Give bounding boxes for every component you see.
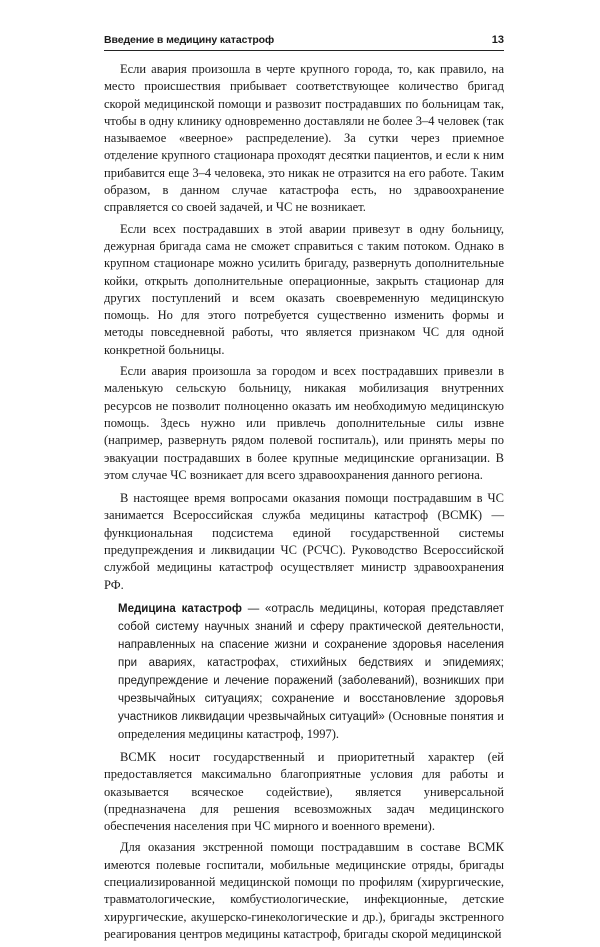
definition-block (104, 600, 504, 743)
running-header-title: Введение в медицину катастроф (104, 34, 275, 46)
paragraph: Если всех пострадавших в этой аварии привезут в одну больницу, дежурная бригада сама не сможет справиться с таким потоком. Однако в крупном стационаре можно усилить бригаду, развернуть дополнительные койки, открыть дополнительные операционные, закрыть стационар для других поступлений и всем оказать своевременную медицинскую помощь. Но для этого потребуется существенно изменить формы и методы повседневной работы, что является признаком ЧС для одной конкретной больницы. (104, 221, 504, 357)
paragraph: Если авария произошла за городом и всех пострадавших привезли в маленькую сельскую больницу, никакая мобилизация внутренних ресурсов не позволит полноценно оказать им необходимую медицинскую помощь. Здесь нужно или привлечь дополнительные силы извне (например, развернуть рядом полевой госпиталь), или принять меры по эвакуации пострадавших в более крупные медицинские организации. В этом случае ЧС возникает для всего здравоохранения данного региона. (104, 364, 504, 482)
definition-body: — «отрасль медицины, которая представляет собой систему научных знаний и сферу практической деятельности, направленных на спасение жизни и сохранение здоровья населения при авариях, катастрофах, стихийных бедствиях и эпидемиях; предупреждение и лечение поражений (заболеваний), возникших при чрезвычайных ситуациях; сохранение и восстановление здоровья участников ликвидации чрезвычайных ситуаций» (118, 602, 504, 723)
paragraph: Если авария произошла в черте крупного города, то, как правило, на место происшествия прибывает соответствующее количество бригад скорой медицинской помощи и развозит пострадавших по больницам так, чтобы в одну клинику одновременно доставляли не более 3–4 человек (так называемое «веерное» распределение). За сутки через приемное отделение крупного стационара проходят десятки пациентов, и если к ним прибавится еще 3–4 человека, это никак не отразится на его работе. Таким образом, в данном случае катастрофа есть, но здравоохранение справляется со своей задачей, и ЧС не возникает. (104, 62, 504, 215)
paragraph: ВСМК носит государственный и приоритетный характер (ей предоставляется максимально благоприятные условия для работы и оказывается всяческое содействие), является универсальной (предназначена для решения всевозможных задач медицинского обеспечения населения при ЧС мирного и военного времени). (104, 749, 504, 834)
definition-term: Медицина катастроф (118, 602, 242, 615)
page-body (104, 61, 504, 947)
page-number: 13 (491, 34, 504, 46)
paragraph: Для оказания экстренной помощи пострадавшим в составе ВСМК имеются полевые госпитали, мобильные медицинские отряды, бригады специализированной медицинской помощи по профилям (хирургические, травматологические, комбустиологические, инфекционные, детские хирургические, акушерско-гинекологические и др.), бригады экстренного реагирования центров медицины катастроф, бригады скорой медицинской (104, 840, 504, 941)
running-header (104, 34, 504, 51)
definition-source: (Основные понятия и определения медицины катастроф, 1997). (118, 708, 504, 741)
paragraph: В настоящее время вопросами оказания помощи пострадавшим в ЧС занимается Всероссийская служба медицины катастроф (ВСМК) — функциональная подсистема единой государственной системы предупреждения и ликвидации ЧС (РСЧС). Руководство Всероссийской службой медицины катастроф осуществляет министр здравоохранения РФ. (104, 491, 504, 592)
